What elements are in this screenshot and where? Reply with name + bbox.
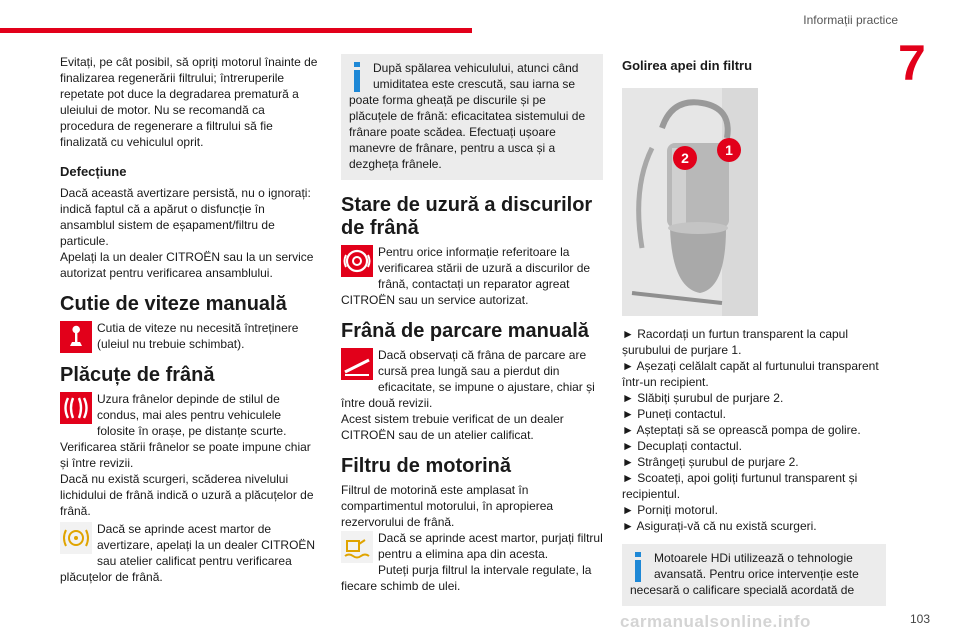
gearbox-paragraph: [60, 320, 322, 352]
step-item: ► Racordați un furtun transparent la capul șurubului de purjare 1.: [622, 327, 849, 357]
column-1: [60, 54, 322, 585]
discs-paragraph: [341, 244, 603, 308]
info-text-hdi: Motoarele HDi utilizează o tehnologie avansată. Pentru orice intervenție este necesară o calificare specială acordată de: [630, 551, 859, 597]
marker-2-label: 2: [681, 150, 689, 166]
park-heading: Frână de parcare manuală: [341, 320, 589, 342]
pads-warning-text: Dacă se aprinde acest martor de avertizare, apelați la un dealer CITROËN sau atelier calificat pentru verificarea plăcuțelor de frână.: [60, 522, 316, 584]
pads-paragraph: [60, 391, 322, 471]
brake-pads-icon: [60, 392, 92, 424]
filter-warning-text: Dacă se aprinde acest martor, purjați filtrul pentru a elimina apa din acesta.: [378, 531, 603, 561]
step-item: ► Scoateți, apoi goliți furtunul transparent și recipientul.: [622, 471, 858, 501]
gearbox-heading: Cutie de viteze manuală: [60, 293, 287, 315]
filter-text-2: Puteți purja filtrul la intervale regulate, la fiecare schimb de ulei.: [341, 563, 592, 593]
filter-text: Filtrul de motorină este amplasat în compartimentul motorului, în apropierea rezervorului de frână.: [341, 483, 554, 529]
defectiune-text-2: Apelați la un dealer CITROËN sau la un service autorizat pentru verificarea ansamblului.: [60, 250, 314, 280]
step-item: ► Așezați celălalt capăt al furtunului transparent într-un recipient.: [622, 359, 879, 389]
intro-paragraph: Evitați, pe cât posibil, să opriți motorul înainte de finalizarea regenerării filtrului; întreruperile repetate pot duce la degradarea prematură a uleiului de motor. Nu se recomandă ca procedura de regenerare a filtrului să fie finalizată cu vehiculul oprit.: [60, 55, 318, 149]
park-paragraph: [341, 347, 603, 411]
info-box-hdi: [622, 544, 886, 606]
info-icon: [351, 62, 363, 92]
parking-brake-icon: [341, 348, 373, 380]
step-item: ► Porniți motorul.: [622, 503, 718, 517]
water-in-fuel-icon: [341, 531, 373, 563]
brake-disc-icon: [341, 245, 373, 277]
watermark: carmanualsonline.info: [620, 612, 811, 631]
column-3: [622, 54, 886, 606]
info-text-brakes: După spălarea vehiculului, atunci când umiditatea este crescută, sau iarna se poate forma gheață pe discurile și pe plăcuțele de frână: eficacitatea sistemului de frânare poate scădea. Efectuați ușoare manevre de frânare, pentru a usca și a dezgheța frânele.: [349, 61, 586, 171]
defectiune-text: Dacă această avertizare persistă, nu o ignorați: indică faptul că a apărut o disfuncție în ansamblul sistem de eșapament/filtru de particule.: [60, 186, 311, 248]
page-number: 103: [909, 612, 930, 626]
filter-warning-paragraph: [341, 530, 603, 562]
step-item: ► Decuplați contactul.: [622, 439, 742, 453]
step-item: ► Puneți contactul.: [622, 407, 726, 421]
brake-warning-icon: [60, 522, 92, 554]
step-item: ► Strângeți șurubul de purjare 2.: [622, 455, 799, 469]
pads-warning-paragraph: [60, 521, 322, 585]
top-accent-bar: [0, 28, 472, 33]
discs-heading: Stare de uzură a discurilor de frână: [341, 194, 593, 239]
water-drain-heading: Golirea apei din filtru: [622, 58, 753, 73]
park-text-2: Acest sistem trebuie verificat de un dealer CITROËN sau de un atelier calificat.: [341, 412, 564, 442]
step-item: ► Asigurați-vă că nu există scurgeri.: [622, 519, 817, 533]
gear-shift-icon: [60, 321, 92, 353]
info-box-brakes: [341, 54, 603, 180]
steps-list: [622, 326, 886, 534]
discs-text: Pentru orice informație referitoare la verificarea stării de uzură a discurilor de frână, contactați un reparator agreat CITROËN sau un service autorizat.: [341, 245, 591, 307]
pads-text: Uzura frânelor depinde de stilul de condus, mai ales pentru vehiculele folosite în orașe, pe distanțe scurte. Verificarea stării frânelor se poate impune chiar și între revizii.: [60, 392, 311, 470]
pads-heading: Plăcuțe de frână: [60, 364, 215, 386]
defectiune-heading: Defecțiune: [60, 164, 127, 179]
park-text: Dacă observați că frâna de parcare are cursă prea lungă sau a pierdut din eficacitate, se impune o ajustare, chiar și între două revizii.: [341, 348, 595, 410]
section-title: Informații practice: [803, 13, 898, 27]
pads-text-2: Dacă nu există scurgeri, scăderea nivelului lichidului de frână indică o uzură a plăcuțelor de frână.: [60, 472, 314, 518]
chapter-number: 7: [898, 35, 926, 91]
step-item: ► Așteptați să se oprească pompa de golire.: [622, 423, 861, 437]
info-icon: [632, 552, 644, 582]
step-item: ► Slăbiți șurubul de purjare 2.: [622, 391, 784, 405]
filter-heading: Filtru de motorină: [341, 455, 511, 477]
gearbox-text: Cutia de viteze nu necesită întreținere (uleiul nu trebuie schimbat).: [97, 321, 299, 351]
fuel-filter-photo: [622, 88, 758, 316]
marker-1-label: 1: [725, 142, 733, 158]
column-2: [341, 54, 603, 594]
